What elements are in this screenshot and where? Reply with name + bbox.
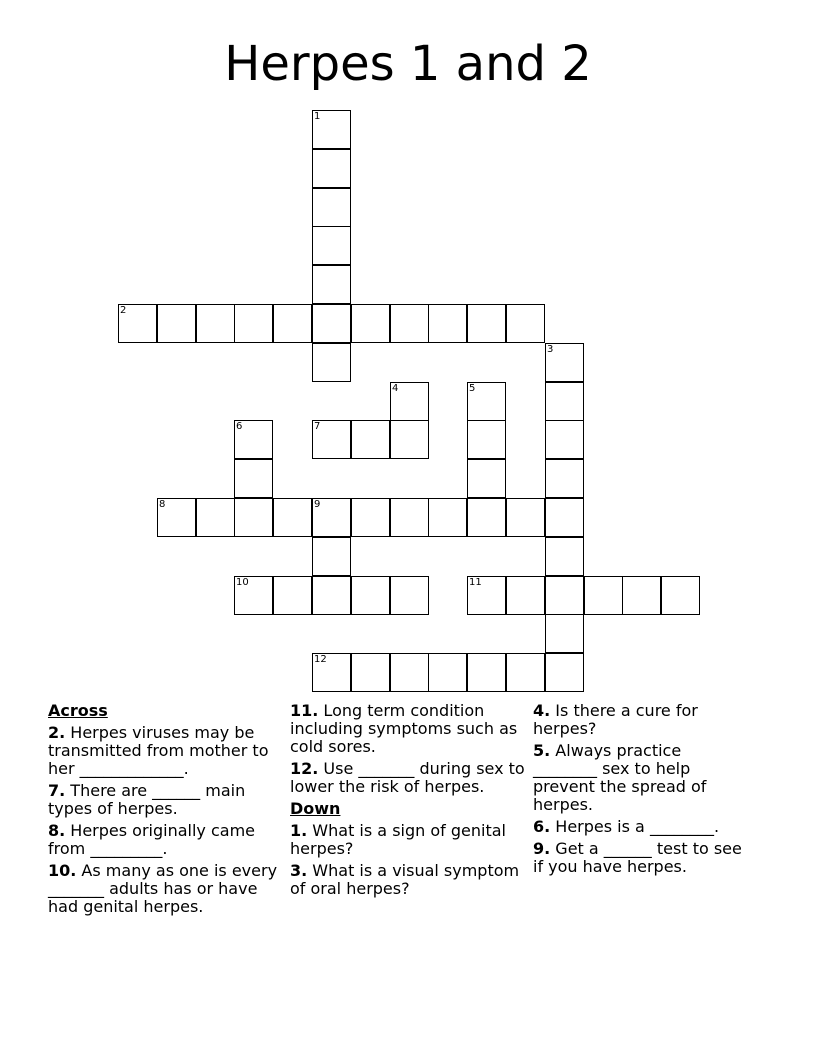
clue-item — [533, 742, 743, 814]
grid-cell[interactable] — [312, 576, 351, 615]
grid-cell[interactable] — [661, 576, 700, 615]
clue-number: 5. — [533, 741, 551, 760]
down-clue-list-continued — [533, 702, 743, 876]
clue-text: Long term condition including symptoms such as cold sores. — [290, 701, 518, 756]
grid-cell[interactable] — [273, 576, 312, 615]
grid-cell[interactable] — [312, 537, 351, 576]
clue-item — [290, 760, 526, 796]
clue-number: 11 — [469, 577, 482, 588]
clue-text: Get a ______ test to see if you have herpes. — [533, 839, 742, 876]
clue-text: What is a visual symptom of oral herpes? — [290, 861, 520, 898]
grid-cell[interactable] — [312, 304, 351, 343]
grid-cell[interactable] — [390, 653, 429, 692]
page-title: Herpes 1 and 2 — [224, 36, 592, 92]
grid-cell[interactable] — [467, 653, 506, 692]
grid-cell[interactable] — [584, 576, 623, 615]
grid-cell[interactable] — [506, 653, 545, 692]
grid-cell[interactable] — [467, 382, 506, 421]
grid-cell[interactable] — [273, 498, 312, 537]
grid-cell[interactable] — [467, 576, 506, 615]
grid-cell[interactable] — [506, 576, 545, 615]
grid-cell[interactable] — [312, 265, 351, 304]
grid-cell[interactable] — [312, 420, 351, 459]
grid-cell[interactable] — [390, 304, 429, 343]
clue-number: 9 — [314, 499, 321, 510]
clue-text: What is a sign of genital herpes? — [290, 821, 506, 858]
clue-number: 2 — [120, 305, 127, 316]
grid-cell[interactable] — [428, 653, 467, 692]
grid-cell[interactable] — [467, 498, 506, 537]
grid-cell[interactable] — [312, 149, 351, 188]
clue-text: Use _______ during sex to lower the risk of herpes. — [290, 759, 525, 796]
grid-cell[interactable] — [157, 304, 196, 343]
clue-number: 3 — [547, 344, 554, 355]
grid-cell[interactable] — [312, 498, 351, 537]
grid-cell[interactable] — [545, 537, 584, 576]
clue-number: 1. — [290, 821, 308, 840]
clue-item — [533, 840, 743, 876]
clue-text: Herpes is a ________. — [550, 817, 720, 836]
grid-cell[interactable] — [506, 498, 545, 537]
across-heading: Across — [48, 701, 108, 720]
clue-number: 6. — [533, 817, 551, 836]
grid-cell[interactable] — [467, 459, 506, 498]
grid-cell[interactable] — [312, 343, 351, 382]
clue-number: 7. — [48, 781, 66, 800]
clue-number: 2. — [48, 723, 66, 742]
clues-column-2 — [290, 702, 526, 902]
clue-text: Always practice ________ sex to help prevent the spread of herpes. — [533, 741, 707, 814]
grid-cell[interactable] — [428, 498, 467, 537]
grid-cell[interactable] — [545, 498, 584, 537]
clue-number: 5 — [469, 383, 476, 394]
clue-text: Herpes originally came from _________. — [48, 821, 256, 858]
grid-cell[interactable] — [234, 498, 273, 537]
clue-number: 8 — [159, 499, 166, 510]
grid-cell[interactable] — [545, 653, 584, 692]
grid-cell[interactable] — [351, 304, 390, 343]
grid-cell[interactable] — [390, 420, 429, 459]
clue-number: 8. — [48, 821, 66, 840]
grid-cell[interactable] — [545, 382, 584, 421]
clue-item — [48, 822, 286, 858]
clue-number: 4. — [533, 701, 551, 720]
clue-item — [290, 862, 526, 898]
clue-item — [533, 702, 743, 738]
clue-number: 9. — [533, 839, 551, 858]
clue-item — [290, 702, 526, 756]
grid-cell[interactable] — [390, 382, 429, 421]
grid-cell[interactable] — [545, 420, 584, 459]
across-clue-list — [48, 724, 286, 916]
clue-text: Herpes viruses may be transmitted from mother to her _____________. — [48, 723, 269, 778]
grid-cell[interactable] — [312, 188, 351, 227]
clue-text: There are ______ main types of herpes. — [48, 781, 246, 818]
grid-cell[interactable] — [312, 226, 351, 265]
grid-cell[interactable] — [234, 304, 273, 343]
grid-cell[interactable] — [351, 653, 390, 692]
clue-item — [533, 818, 743, 836]
grid-cell[interactable] — [234, 459, 273, 498]
clues-column-1 — [48, 702, 286, 920]
grid-cell[interactable] — [196, 304, 235, 343]
grid-cell[interactable] — [622, 576, 661, 615]
clue-text: Is there a cure for herpes? — [533, 701, 698, 738]
clue-item — [48, 782, 286, 818]
down-clue-list — [290, 822, 526, 898]
grid-cell[interactable] — [428, 304, 467, 343]
clue-number: 3. — [290, 861, 308, 880]
clue-item — [48, 724, 286, 778]
grid-cell[interactable] — [545, 614, 584, 653]
clue-item — [48, 862, 286, 916]
clue-number: 7 — [314, 421, 321, 432]
grid-cell[interactable] — [390, 498, 429, 537]
grid-cell[interactable] — [506, 304, 545, 343]
grid-cell[interactable] — [196, 498, 235, 537]
clue-number: 12. — [290, 759, 319, 778]
grid-cell[interactable] — [351, 576, 390, 615]
down-heading: Down — [290, 799, 341, 818]
clue-number: 6 — [236, 421, 243, 432]
grid-cell[interactable] — [273, 304, 312, 343]
grid-cell[interactable] — [545, 343, 584, 382]
clue-number: 12 — [314, 654, 327, 665]
grid-cell[interactable] — [351, 498, 390, 537]
grid-cell[interactable] — [467, 420, 506, 459]
grid-cell[interactable] — [467, 304, 506, 343]
grid-cell[interactable] — [157, 498, 196, 537]
grid-cell[interactable] — [312, 110, 351, 149]
grid-cell[interactable] — [351, 420, 390, 459]
grid-cell[interactable] — [312, 653, 351, 692]
across-clue-list-continued — [290, 702, 526, 796]
clues-column-3 — [533, 702, 743, 880]
grid-cell[interactable] — [545, 576, 584, 615]
clue-number: 11. — [290, 701, 319, 720]
grid-cell[interactable] — [234, 420, 273, 459]
clue-item — [290, 822, 526, 858]
clue-number: 1 — [314, 111, 321, 122]
clue-number: 10 — [236, 577, 249, 588]
grid-cell[interactable] — [545, 459, 584, 498]
grid-cell[interactable] — [390, 576, 429, 615]
clue-number: 10. — [48, 861, 77, 880]
clue-number: 4 — [392, 383, 399, 394]
grid-cell[interactable] — [234, 576, 273, 615]
grid-cell[interactable] — [118, 304, 157, 343]
clue-text: As many as one is every _______ adults has or have had genital herpes. — [48, 861, 278, 916]
